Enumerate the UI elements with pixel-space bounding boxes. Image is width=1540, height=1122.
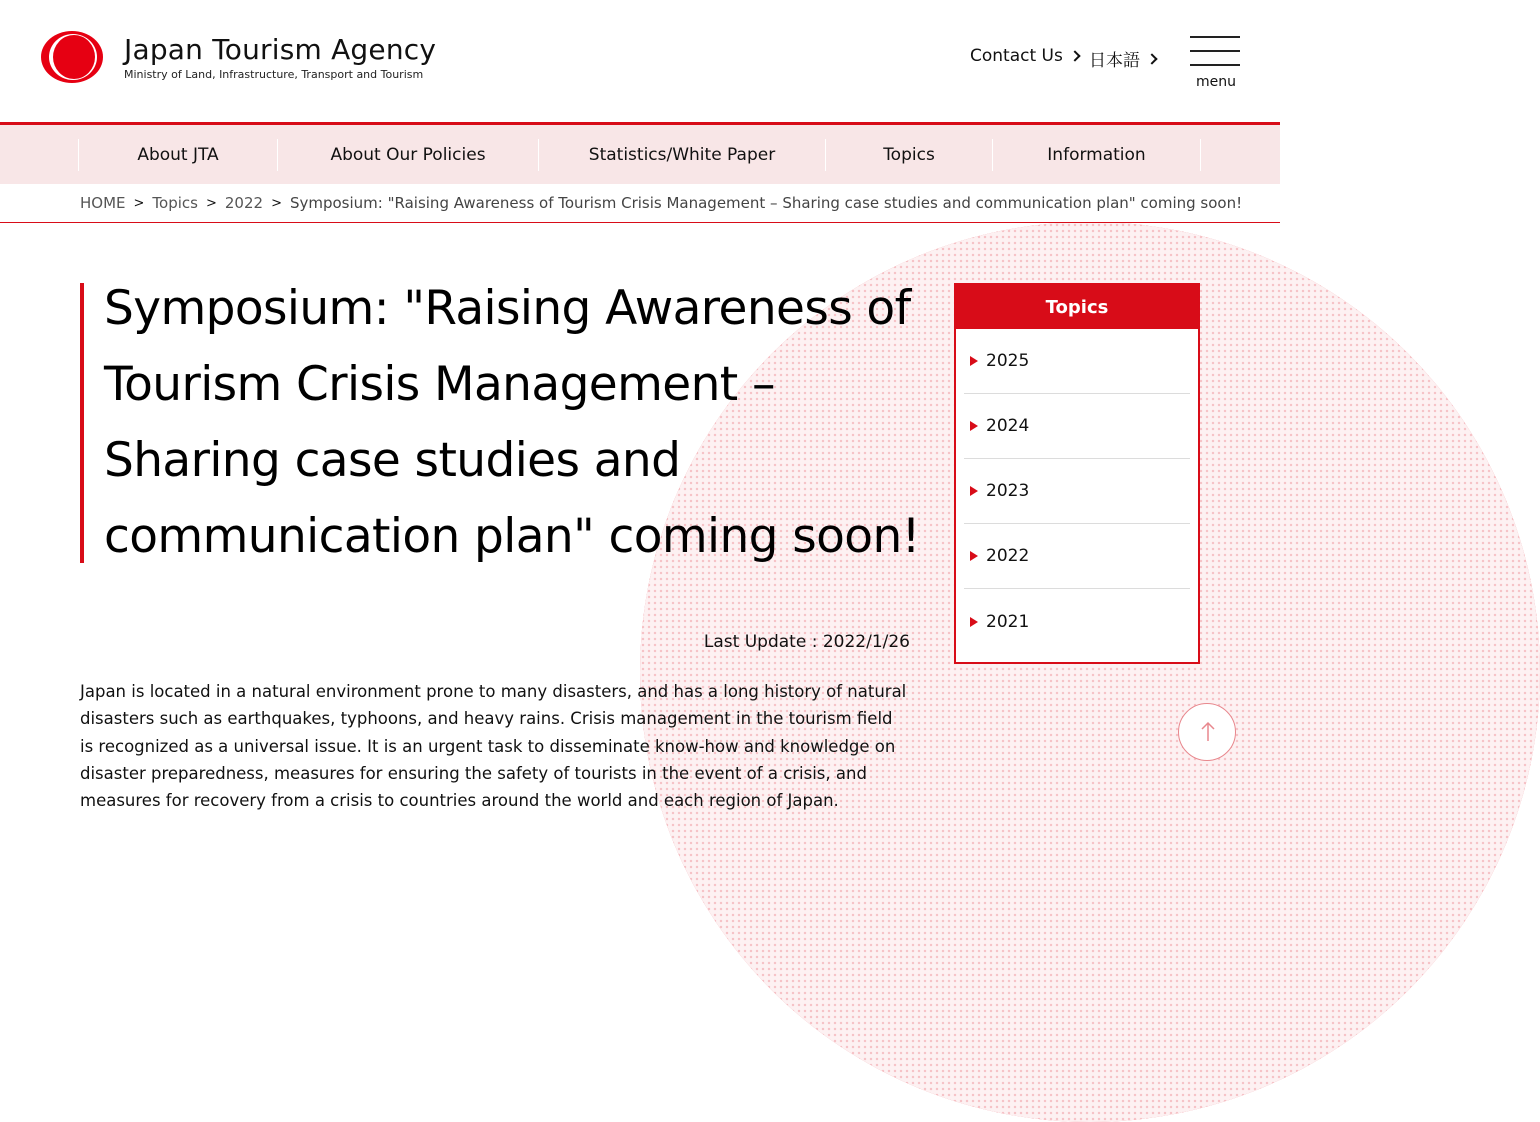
nav-item-about-jta[interactable]: About JTA <box>78 139 277 171</box>
sidebar-item-label: 2025 <box>986 351 1030 371</box>
menu-label: menu <box>1196 74 1236 90</box>
sidebar-item-2025[interactable] <box>964 329 1190 394</box>
menu-button[interactable] <box>1190 36 1240 96</box>
breadcrumb-home[interactable]: HOME <box>80 194 126 212</box>
hamburger-bar <box>1190 64 1240 66</box>
logo-title[interactable]: Japan Tourism Agency <box>124 33 437 66</box>
japanese-language-link[interactable] <box>1089 46 1156 71</box>
sidebar-item-2021[interactable] <box>964 589 1190 654</box>
logo-subtitle: Ministry of Land, Infrastructure, Transport and Tourism <box>124 68 424 81</box>
page-title: Symposium: "Raising Awareness of Tourism Crisis Management – Sharing case studies and communication plan" coming soon! <box>104 281 920 564</box>
scroll-to-top-button[interactable] <box>1178 703 1236 761</box>
nav-item-topics[interactable]: Topics <box>825 139 992 171</box>
sidebar-item-label: 2022 <box>986 546 1030 566</box>
sidebar-item-2024[interactable] <box>964 394 1190 459</box>
sidebar-item-2023[interactable] <box>964 459 1190 524</box>
triangle-right-icon <box>970 356 978 366</box>
sidebar-item-label: 2024 <box>986 416 1030 436</box>
chevron-right-icon <box>1069 50 1080 61</box>
triangle-right-icon <box>970 617 978 627</box>
contact-us-label: Contact Us <box>970 46 1063 66</box>
arrow-up-icon <box>1198 721 1218 743</box>
triangle-right-icon <box>970 551 978 561</box>
sidebar-heading: Topics <box>956 285 1198 329</box>
breadcrumb-separator: > <box>133 195 145 211</box>
sidebar-item-label: 2023 <box>986 481 1030 501</box>
nav-item-about-our-policies[interactable]: About Our Policies <box>277 139 538 171</box>
topics-sidebar <box>954 283 1200 664</box>
breadcrumb-2022[interactable]: 2022 <box>224 194 264 212</box>
breadcrumb-separator: > <box>271 195 282 211</box>
breadcrumb <box>0 184 1280 223</box>
sidebar-item-2022[interactable] <box>964 524 1190 589</box>
breadcrumb-separator: > <box>205 195 217 211</box>
triangle-right-icon <box>970 486 978 496</box>
hamburger-icon <box>1190 36 1240 38</box>
site-header <box>0 0 1280 122</box>
sidebar-item-label: 2021 <box>986 611 1030 632</box>
global-nav <box>0 122 1280 184</box>
year-list <box>956 329 1198 654</box>
nav-item-information[interactable]: Information <box>992 139 1201 171</box>
last-update: Last Update : 2022/1/26 <box>703 632 910 652</box>
japanese-language-label: 日本語 <box>1089 51 1140 71</box>
nav-item-statistics-white-paper[interactable]: Statistics/White Paper <box>538 139 825 171</box>
contact-us-link[interactable] <box>970 46 1079 66</box>
hamburger-bar <box>1190 50 1240 52</box>
chevron-right-icon <box>1146 53 1157 64</box>
article-body: Japan is located in a natural environment prone to many disasters, and has a long history of natural disasters such as earthquakes, typhoons, and heavy rains. Crisis management in the tourism field is recognized as a universal issue. It is an urgent task to disseminate know-how and knowledge on disaster preparedness, measures for ensuring the safety of tourists in the event of a crisis, and measures for recovery from a crisis to countries around the world and each region of Japan. <box>80 682 907 811</box>
breadcrumb-topics[interactable]: Topics <box>152 194 198 212</box>
triangle-right-icon <box>970 421 978 431</box>
page-title-block <box>80 281 920 564</box>
jta-logo-icon[interactable] <box>40 30 104 84</box>
breadcrumb-current: Symposium: "Raising Awareness of Tourism Crisis Management – Sharing case studies and communication plan" coming soon! <box>289 194 1243 212</box>
